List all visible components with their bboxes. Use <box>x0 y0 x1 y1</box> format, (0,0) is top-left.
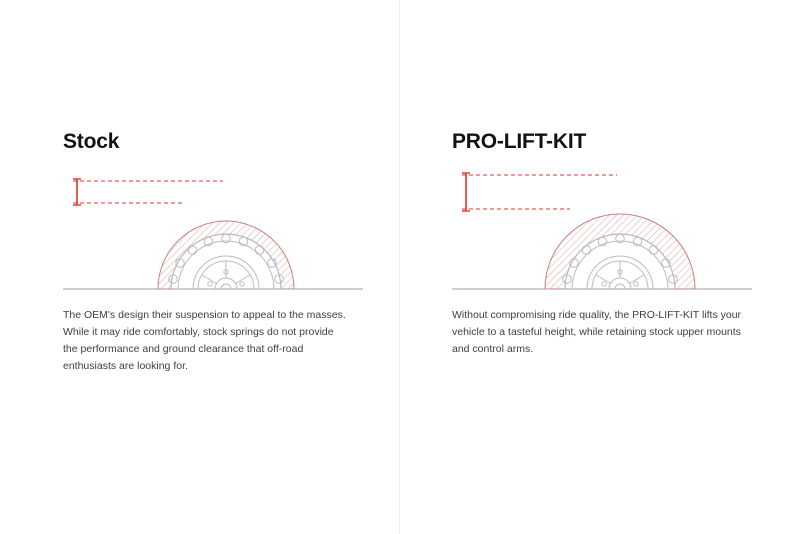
panel-description-stock: The OEM's design their suspension to appeal to the masses. While it may ride comfortably, stock springs do not provide the performance and ground clearance that off-road enthusiasts are looking for. <box>63 309 346 373</box>
panel-title-pro-lift-kit: PRO-LIFT-KIT <box>452 130 587 153</box>
fender-gap-band <box>158 221 294 289</box>
figure-stock <box>63 167 363 307</box>
panel-pro-lift-kit <box>452 130 752 358</box>
tire-inner <box>572 241 668 317</box>
stock-wheel-illustration <box>63 167 363 317</box>
figure-pro-lift-kit <box>452 167 752 307</box>
lifted-wheel-illustration <box>452 167 752 317</box>
tire-inner <box>178 241 274 317</box>
panel-stock <box>63 130 363 375</box>
panel-description-pro-lift-kit: Without compromising ride quality, the PRO-LIFT-KIT lifts your vehicle to a tasteful height, while retaining stock upper mounts and control arms. <box>452 309 742 356</box>
measurement-indicator-stock <box>73 179 223 205</box>
panel-divider <box>399 0 400 534</box>
measurement-indicator-pro-lift-kit <box>462 173 617 211</box>
panel-title-stock: Stock <box>63 130 120 153</box>
